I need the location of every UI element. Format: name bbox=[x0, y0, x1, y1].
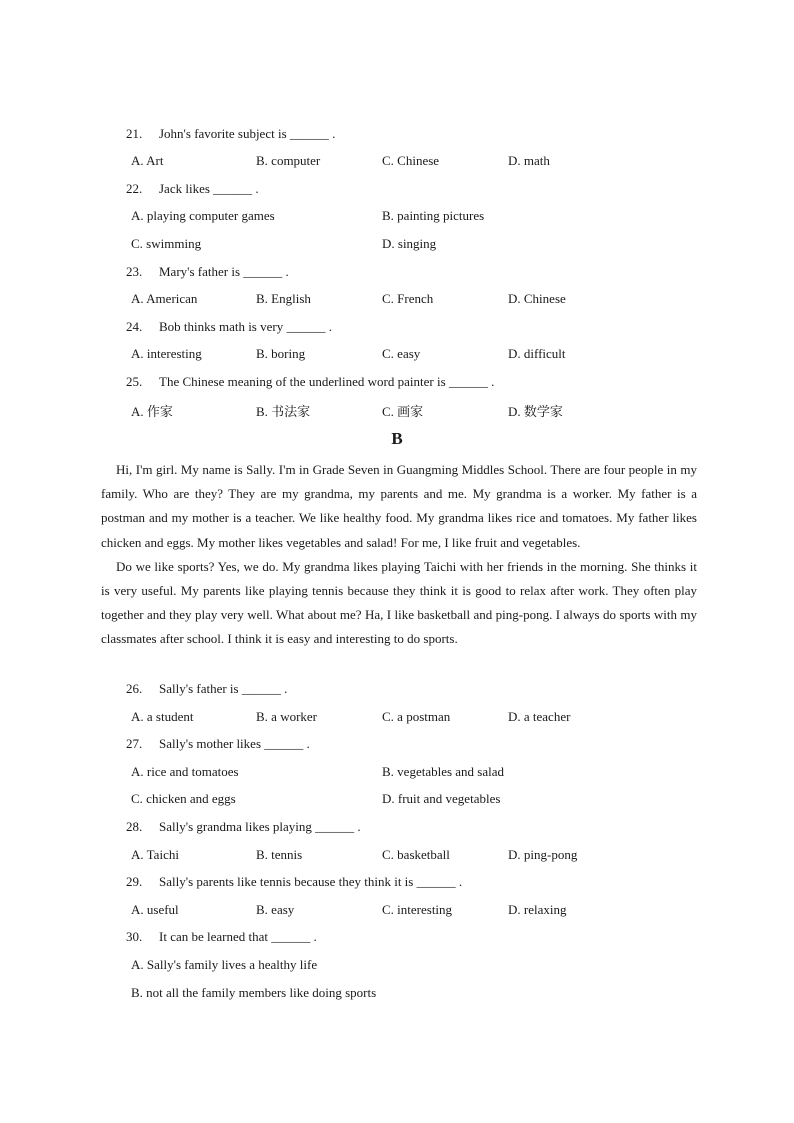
option-22-a: A. playing computer games bbox=[131, 208, 275, 223]
question-30 bbox=[126, 929, 317, 945]
question-24 bbox=[126, 319, 332, 335]
option-24-c: C. easy bbox=[382, 346, 421, 361]
option-23-a: A. American bbox=[131, 291, 198, 306]
option-21-a: A. Art bbox=[131, 153, 164, 168]
option-25-c: C. 画家 bbox=[382, 404, 424, 419]
question-stem: Sally's parents like tennis because they think it is ______ . bbox=[159, 874, 463, 889]
question-29 bbox=[126, 874, 462, 890]
question-number: 28. bbox=[126, 819, 143, 834]
question-stem: John's favorite subject is ______ . bbox=[159, 126, 336, 141]
option-29-d: D. relaxing bbox=[508, 902, 567, 917]
question-number: 29. bbox=[126, 874, 143, 889]
question-stem: Mary's father is ______ . bbox=[159, 264, 289, 279]
option-28-b: B. tennis bbox=[256, 847, 303, 862]
question-22 bbox=[126, 181, 259, 197]
question-stem: Sally's mother likes ______ . bbox=[159, 736, 310, 751]
question-28 bbox=[126, 819, 361, 835]
option-30-b: B. not all the family members like doing sports bbox=[131, 985, 377, 1000]
option-29-b: B. easy bbox=[256, 902, 295, 917]
option-25-b: B. 书法家 bbox=[256, 404, 311, 419]
question-stem: Jack likes ______ . bbox=[159, 181, 259, 196]
question-number: 22. bbox=[126, 181, 143, 196]
question-number: 21. bbox=[126, 126, 143, 141]
option-27-c: C. chicken and eggs bbox=[131, 791, 236, 806]
reading-passage bbox=[101, 458, 697, 652]
option-22-d: D. singing bbox=[382, 236, 437, 251]
question-stem: Sally's father is ______ . bbox=[159, 681, 288, 696]
option-28-c: C. basketball bbox=[382, 847, 450, 862]
option-21-d: D. math bbox=[508, 153, 550, 168]
option-26-d: D. a teacher bbox=[508, 709, 571, 724]
question-number: 30. bbox=[126, 929, 143, 944]
option-26-a: A. a student bbox=[131, 709, 194, 724]
option-26-b: B. a worker bbox=[256, 709, 318, 724]
option-23-d: D. Chinese bbox=[508, 291, 566, 306]
option-24-a: A. interesting bbox=[131, 346, 202, 361]
option-23-c: C. French bbox=[382, 291, 434, 306]
question-23 bbox=[126, 264, 289, 280]
question-26 bbox=[126, 681, 287, 697]
option-21-b: B. computer bbox=[256, 153, 321, 168]
option-30-a: A. Sally's family lives a healthy life bbox=[131, 957, 318, 972]
question-stem: Sally's grandma likes playing ______ . bbox=[159, 819, 361, 834]
question-21 bbox=[126, 126, 335, 142]
option-29-c: C. interesting bbox=[382, 902, 453, 917]
option-26-c: C. a postman bbox=[382, 709, 451, 724]
option-29-a: A. useful bbox=[131, 902, 179, 917]
option-23-b: B. English bbox=[256, 291, 311, 306]
question-number: 23. bbox=[126, 264, 143, 279]
option-21-c: C. Chinese bbox=[382, 153, 440, 168]
option-27-a: A. rice and tomatoes bbox=[131, 764, 239, 779]
option-25-a: A. 作家 bbox=[131, 404, 173, 419]
question-25 bbox=[126, 374, 494, 390]
question-stem: It can be learned that ______ . bbox=[159, 929, 317, 944]
passage-paragraph-2: Do we like sports? Yes, we do. My grandma likes playing Taichi with her friends in the morning. She thinks it is very useful. My parents like playing tennis because they think it is good to relax after work. They often play together and they play very well. What about me? Ha, I like basketball and ping-pong. I always do sports with my classmates after school. I think it is easy and interesting to do sports. bbox=[101, 558, 697, 647]
question-stem: The Chinese meaning of the underlined word painter is ______ . bbox=[159, 374, 495, 389]
option-28-d: D. ping-pong bbox=[508, 847, 578, 862]
question-number: 25. bbox=[126, 374, 143, 389]
option-24-d: D. difficult bbox=[508, 346, 566, 361]
question-27 bbox=[126, 736, 310, 752]
option-22-c: C. swimming bbox=[131, 236, 202, 251]
passage-paragraph-1: Hi, I'm girl. My name is Sally. I'm in Grade Seven in Guangming Middles School. There are four people in my family. Who are they? They are my grandma, my parents and me. My grandma is a worker. My father is a postman and my mother is a teacher. We like healthy food. My grandma likes rice and tomatoes. My father likes chicken and eggs. My mother likes vegetables and salad! For me, I like fruit and vegetables. bbox=[101, 462, 697, 550]
option-25-d: D. 数学家 bbox=[508, 404, 563, 419]
option-22-b: B. painting pictures bbox=[382, 208, 485, 223]
option-27-b: B. vegetables and salad bbox=[382, 764, 505, 779]
question-number: 27. bbox=[126, 736, 143, 751]
question-number: 26. bbox=[126, 681, 143, 696]
option-27-d: D. fruit and vegetables bbox=[382, 791, 501, 806]
option-24-b: B. boring bbox=[256, 346, 306, 361]
question-stem: Bob thinks math is very ______ . bbox=[159, 319, 332, 334]
section-heading-b: B bbox=[391, 429, 403, 448]
option-28-a: A. Taichi bbox=[131, 847, 179, 862]
question-number: 24. bbox=[126, 319, 143, 334]
